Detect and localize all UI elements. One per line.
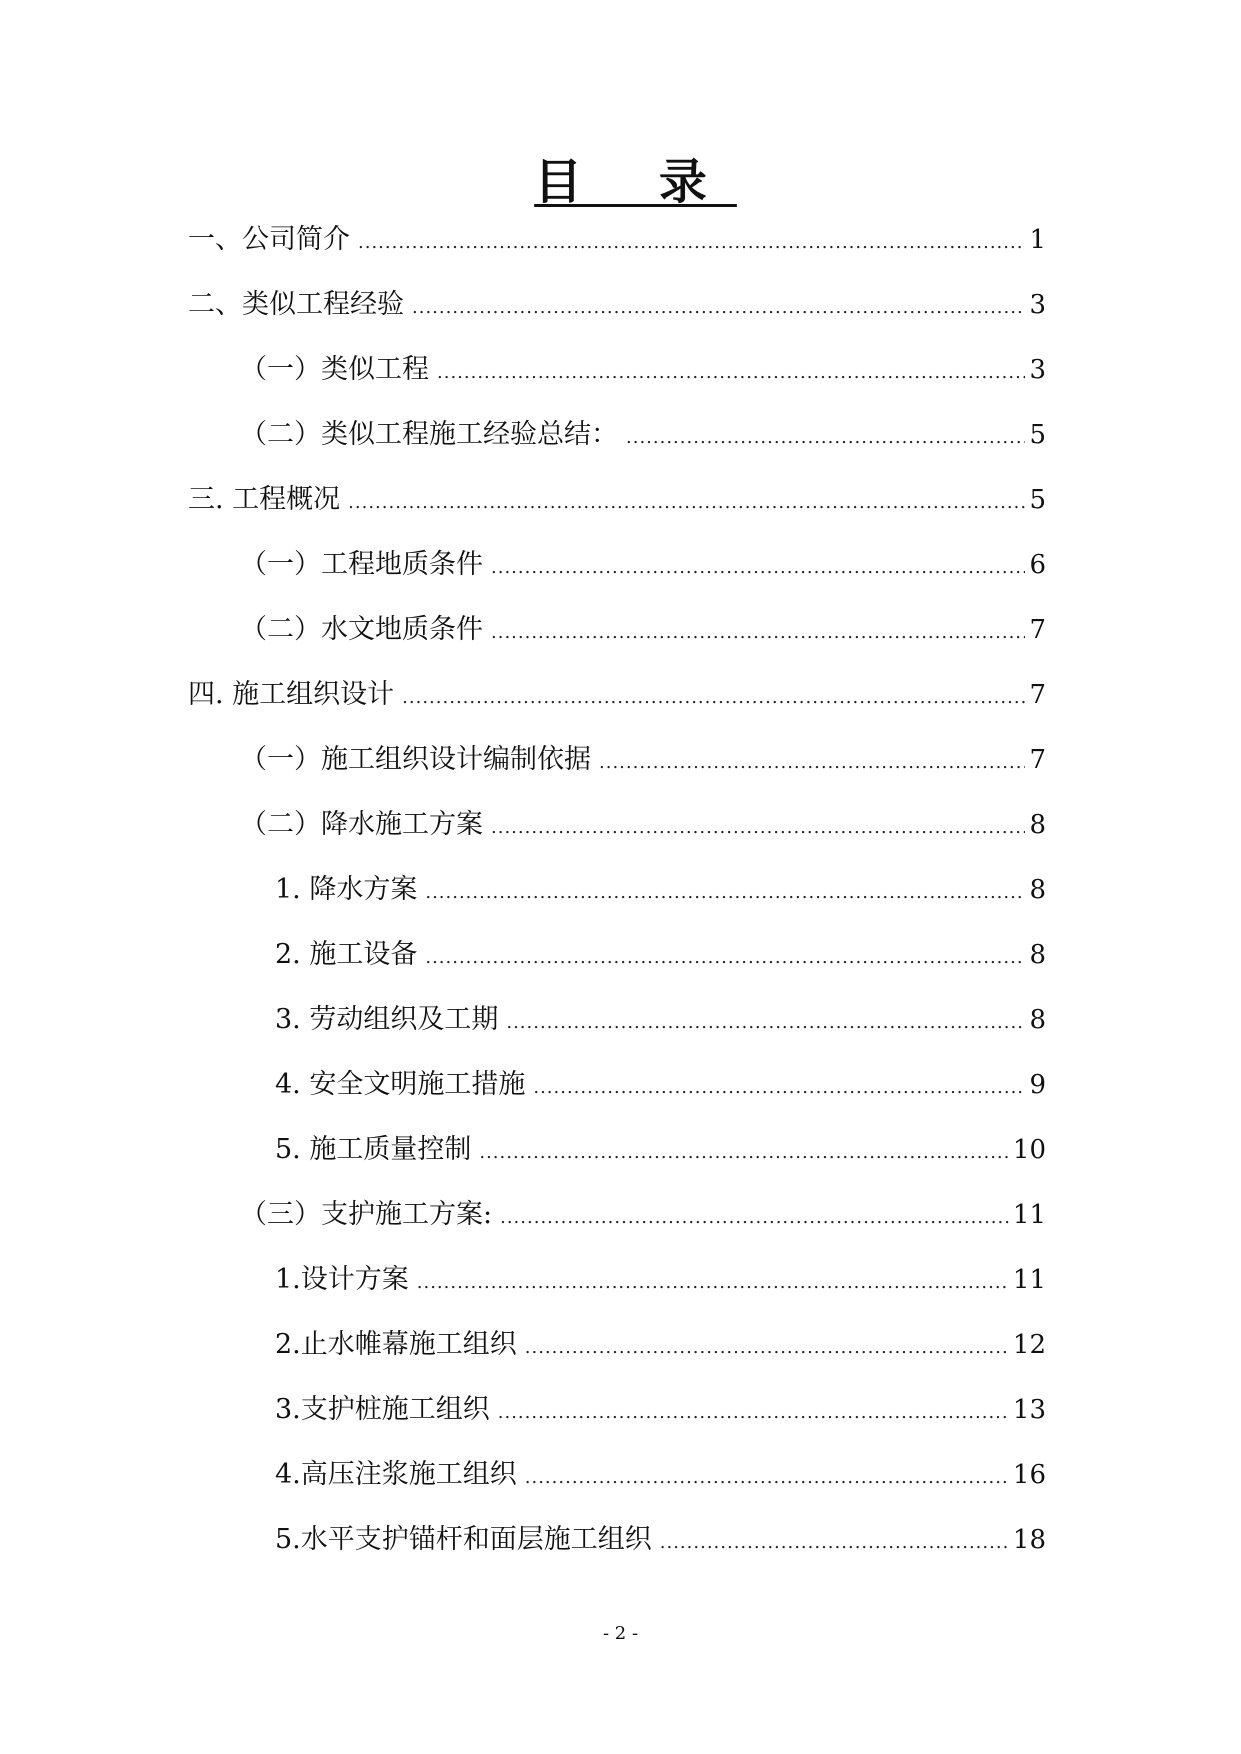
toc-entry-page-number: 8 [1029,810,1046,840]
toc-title [0,152,1241,212]
toc-entry[interactable] [0,1194,1241,1259]
toc-entry-label: （二）降水施工方案 [240,809,483,840]
toc-entry-page-number: 6 [1029,550,1046,580]
toc-entry[interactable] [0,544,1241,609]
toc-entry-page-number: 11 [1012,1265,1046,1295]
toc-leader-dots [491,612,1025,654]
toc-entry-page-number: 1 [1029,225,1046,255]
toc-entry[interactable] [0,219,1241,284]
toc-entry-page-number: 8 [1029,1005,1046,1035]
toc-leader-dots [525,1327,1009,1369]
toc-leader-dots [402,677,1025,719]
toc-entry-label: 5. 施工质量控制 [275,1134,472,1165]
toc-entry-label: 四. 施工组织设计 [188,679,395,710]
toc-entry-page-number: 7 [1029,745,1046,775]
toc-entry-label: 3. 劳动组织及工期 [275,1004,499,1035]
toc-entry-page-number: 8 [1029,875,1046,905]
toc-entry[interactable] [0,1324,1241,1389]
toc-leader-dots [491,547,1025,589]
toc-leader-dots [348,482,1025,524]
toc-leader-dots [417,1262,1009,1304]
toc-leader-dots [506,1002,1025,1044]
toc-entry-label: 4. 安全文明施工措施 [275,1069,526,1100]
toc-entry-page-number: 8 [1029,940,1046,970]
toc-entry-page-number: 7 [1029,680,1046,710]
toc-leader-dots [498,1392,1009,1434]
toc-entry-page-number: 7 [1029,615,1046,645]
toc-entry-page-number: 5 [1029,485,1046,515]
toc-entry-page-number: 9 [1029,1070,1046,1100]
toc-entry-label: 2.止水帷幕施工组织 [275,1329,517,1360]
toc-leader-dots [491,807,1025,849]
toc-entry[interactable] [0,804,1241,869]
toc-leader-dots [599,742,1025,784]
toc-entry[interactable] [0,999,1241,1064]
toc-entry-label: （二）水文地质条件 [240,614,483,645]
toc-entry[interactable] [0,869,1241,934]
table-of-contents [0,219,1241,1584]
toc-entry[interactable] [0,1259,1241,1324]
toc-entry-label: 三. 工程概况 [188,484,341,515]
toc-entry-label: （一）工程地质条件 [240,549,483,580]
toc-leader-dots [525,1457,1009,1499]
toc-entry-label: 1.设计方案 [275,1264,409,1295]
toc-entry-label: （三）支护施工方案: [240,1199,493,1230]
toc-entry-label: 1. 降水方案 [275,874,418,905]
toc-entry[interactable] [0,1064,1241,1129]
toc-entry-label: 2. 施工设备 [275,939,418,970]
toc-entry[interactable] [0,349,1241,414]
toc-leader-dots [425,872,1025,914]
toc-leader-dots [479,1132,1009,1174]
toc-leader-dots [412,287,1025,329]
toc-entry[interactable] [0,739,1241,804]
toc-leader-dots [533,1067,1025,1109]
toc-entry[interactable] [0,609,1241,674]
toc-entry-label: （一）施工组织设计编制依据 [240,744,591,775]
toc-entry-label: （二）类似工程施工经验总结： [240,419,618,450]
toc-leader-dots [358,222,1025,264]
toc-entry-label: 5.水平支护锚杆和面层施工组织 [275,1524,652,1555]
toc-entry-page-number: 11 [1012,1200,1046,1230]
toc-leader-dots [437,352,1025,394]
toc-leader-dots [660,1522,1009,1564]
toc-entry[interactable] [0,1129,1241,1194]
toc-entry[interactable] [0,1519,1241,1584]
toc-entry-label: 4.高压注浆施工组织 [275,1459,517,1490]
page-number-footer: - 2 - [602,1623,639,1644]
toc-entry-label: 3.支护桩施工组织 [275,1394,490,1425]
toc-entry[interactable] [0,674,1241,739]
toc-entry-page-number: 13 [1012,1395,1046,1425]
toc-entry-label: 二、类似工程经验 [188,289,404,320]
toc-leader-dots [500,1197,1009,1239]
toc-entry-label: （一）类似工程 [240,354,429,385]
toc-entry[interactable] [0,479,1241,544]
toc-entry-page-number: 3 [1029,355,1046,385]
toc-entry[interactable] [0,1454,1241,1519]
toc-entry[interactable] [0,284,1241,349]
toc-entry-page-number: 10 [1012,1135,1046,1165]
toc-leader-dots [626,417,1025,459]
toc-entry[interactable] [0,1389,1241,1454]
toc-entry-page-number: 16 [1012,1460,1046,1490]
toc-entry[interactable] [0,934,1241,999]
toc-title-text: 目 录 [534,154,737,210]
toc-entry-page-number: 12 [1012,1330,1046,1360]
toc-entry-label: 一、公司简介 [188,224,350,255]
toc-entry-page-number: 3 [1029,290,1046,320]
toc-entry-page-number: 18 [1012,1525,1046,1555]
toc-entry[interactable] [0,414,1241,479]
toc-entry-page-number: 5 [1029,420,1046,450]
toc-leader-dots [425,937,1025,979]
